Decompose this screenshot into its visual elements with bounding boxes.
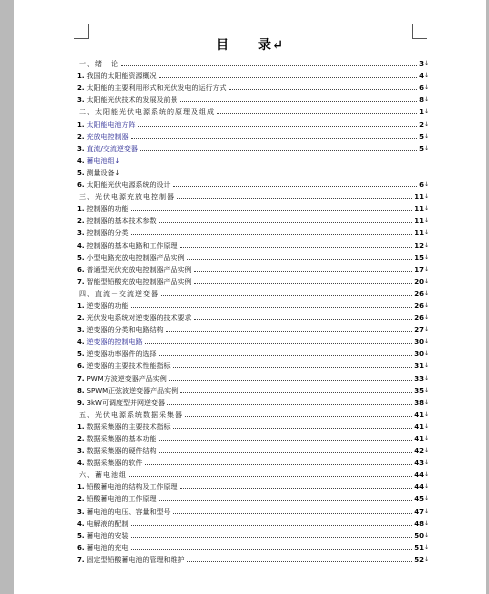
paragraph-mark: ↓ <box>423 72 429 80</box>
toc-entry[interactable] <box>77 286 429 298</box>
toc-entry-page: 6 <box>419 84 424 93</box>
toc-entry-page: 52 <box>414 555 424 564</box>
toc-entry-title: 我国的太阳能资源概况 <box>86 72 157 81</box>
toc-entry-title: 铅酸蓄电池的结构及工作原理 <box>86 483 178 492</box>
toc-entry[interactable] <box>77 443 429 455</box>
toc-entry-title: 蓄电池组↓ <box>86 156 121 165</box>
toc-entry-page: 5 <box>419 132 424 141</box>
toc-entry-page: 20 <box>414 277 424 286</box>
paragraph-mark: ↓ <box>423 253 429 261</box>
toc-entry-number: 5. <box>77 253 85 262</box>
toc-leader-dots <box>173 367 413 368</box>
toc-entry-page: 41 <box>414 435 424 443</box>
toc-title: 目 录↵ <box>216 38 284 53</box>
toc-entry-number: 3. <box>77 447 85 456</box>
paragraph-mark: ↓ <box>423 435 429 442</box>
toc-entry-title: 太阳能光伏技术的发展及前景 <box>86 96 178 105</box>
toc-entry-number: 4. <box>77 338 85 347</box>
toc-entry[interactable] <box>77 153 429 165</box>
paragraph-mark: ↓ <box>423 277 429 285</box>
toc-entry-page: 11 <box>414 229 424 238</box>
toc-leader-dots <box>159 440 413 441</box>
toc-entry-title: 四、直流－交流逆变器 <box>79 289 159 298</box>
paragraph-mark: ↓ <box>423 144 429 152</box>
toc-leader-dots <box>161 295 412 296</box>
toc-entry-number: 4. <box>77 519 85 528</box>
toc-entry-title: 太阳能电池方阵 <box>86 120 136 129</box>
toc-entry-title: 固定型铅酸蓄电池的管理和维护 <box>86 555 185 564</box>
toc-entry[interactable] <box>77 358 429 370</box>
paragraph-mark: ↓ <box>423 410 429 418</box>
toc-entry-page: 44 <box>414 471 424 480</box>
toc-entry-title: 二、太阳能光伏电源系统的原理及组成 <box>79 108 215 117</box>
toc-entry-title: 铅酸蓄电池的工作原理 <box>86 495 157 504</box>
toc-entry-page: 4 <box>419 72 424 81</box>
toc-entry[interactable] <box>77 92 429 104</box>
toc-entry[interactable] <box>77 177 429 189</box>
paragraph-mark: ↓ <box>423 217 429 225</box>
toc-entry[interactable] <box>77 298 429 310</box>
paragraph-mark: ↓ <box>423 96 429 104</box>
paragraph-mark: ↓ <box>423 362 429 370</box>
toc-entry-title: 数据采集器的软件 <box>86 459 143 468</box>
toc-entry-page: 51 <box>414 543 424 552</box>
toc-entry-number: 1. <box>77 483 85 492</box>
toc-entry-number: 4. <box>77 156 85 165</box>
toc-leader-dots <box>138 126 418 127</box>
toc-entry-page: 17 <box>414 265 424 274</box>
toc-entry-number: 1. <box>77 120 85 129</box>
paragraph-mark: ↓ <box>423 495 429 503</box>
paragraph-mark: ↓ <box>423 422 429 430</box>
toc-entry-number: 7. <box>77 277 85 286</box>
toc-entry-page: 47 <box>414 507 424 516</box>
toc-entry[interactable] <box>77 491 429 503</box>
toc-entry-title: 智能型铅酸充放电控制器产品实例 <box>86 277 192 286</box>
toc-leader-dots <box>217 113 417 114</box>
toc-entry[interactable] <box>77 346 429 358</box>
toc-entry-number: 5. <box>77 531 85 540</box>
toc-entry[interactable] <box>77 455 429 467</box>
toc-entry[interactable] <box>77 262 429 274</box>
toc-entry[interactable] <box>77 467 429 479</box>
toc-entry-number: 7. <box>77 374 85 383</box>
toc-entry-number: 6. <box>77 181 85 190</box>
toc-entry-title: 六、蓄电池组 <box>79 471 127 480</box>
toc-entry-title: 太阳能的主要利用形式和光伏发电的运行方式 <box>86 84 227 93</box>
toc-entry-page: 3 <box>419 60 424 69</box>
toc-entry-title: 逆变器的控制电路 <box>86 338 143 347</box>
toc-leader-dots <box>194 319 413 320</box>
paragraph-mark: ↓ <box>423 205 429 213</box>
toc-entry[interactable] <box>77 274 429 286</box>
paragraph-mark: ↓ <box>423 459 429 467</box>
toc-entry[interactable] <box>77 407 429 419</box>
toc-leader-dots <box>145 464 413 465</box>
paragraph-mark: ↓ <box>423 543 429 551</box>
table-of-contents <box>77 56 429 564</box>
toc-entry-number: 1. <box>77 301 85 310</box>
toc-entry-page: 30 <box>414 338 424 347</box>
paragraph-mark: ↓ <box>423 447 429 455</box>
toc-entry-title: 数据采集器的硬件结构 <box>86 447 157 456</box>
toc-entry-page: 11 <box>414 217 424 226</box>
toc-entry-number: 5. <box>77 168 85 177</box>
toc-leader-dots <box>159 500 413 501</box>
toc-leader-dots <box>131 138 418 139</box>
toc-leader-dots <box>180 101 418 102</box>
toc-entry-title: 蓄电池的充电 <box>86 543 129 552</box>
paragraph-mark: ↓ <box>423 471 429 479</box>
paragraph-mark: ↓ <box>423 386 429 394</box>
toc-entry[interactable] <box>77 116 429 128</box>
toc-entry-page: 26 <box>414 289 424 298</box>
toc-leader-dots <box>173 428 413 429</box>
toc-leader-dots <box>187 259 413 260</box>
toc-entry-title: 控制器的基本电路和工作原理 <box>86 241 178 250</box>
paragraph-mark: ↓ <box>423 326 429 334</box>
toc-entry[interactable] <box>77 310 429 322</box>
toc-entry[interactable] <box>77 479 429 491</box>
toc-entry-title: 一、绪 论 <box>79 60 119 69</box>
toc-leader-dots <box>131 525 413 526</box>
toc-entry-number: 3. <box>77 507 85 516</box>
paragraph-mark: ↓ <box>423 374 429 382</box>
toc-leader-dots <box>173 186 418 187</box>
toc-entry-title: 控制器的基本技术参数 <box>86 217 157 226</box>
toc-entry-page: 38 <box>414 398 424 407</box>
toc-entry[interactable] <box>77 540 429 552</box>
toc-entry-number: 7. <box>77 555 85 564</box>
toc-entry[interactable] <box>77 104 429 116</box>
toc-entry-title: 蓄电池的安装 <box>86 531 129 540</box>
toc-entry-title: 五、光伏电源系统数据采集器 <box>79 410 183 419</box>
toc-entry-page: 15 <box>414 253 424 262</box>
paragraph-mark: ↓ <box>423 350 429 358</box>
toc-entry-title: 逆变器的主要技术性能指标 <box>86 362 171 371</box>
toc-entry-title: 电解液的配制 <box>86 519 129 528</box>
toc-entry-page: 12 <box>414 241 424 250</box>
toc-entry[interactable] <box>77 189 429 201</box>
toc-entry[interactable] <box>77 141 429 153</box>
paragraph-mark: ↓ <box>423 483 429 491</box>
toc-entry-number: 2. <box>77 435 85 443</box>
toc-entry-title: 光伏发电系统对逆变器的技术要求 <box>86 314 192 323</box>
paragraph-mark: ↓ <box>423 398 429 406</box>
toc-leader-dots <box>131 210 413 211</box>
toc-entry[interactable] <box>77 250 429 262</box>
toc-entry[interactable] <box>77 129 429 141</box>
toc-entry-page: 6 <box>419 181 424 190</box>
toc-entry-number: 3. <box>77 326 85 335</box>
toc-leader-dots <box>187 561 413 562</box>
paragraph-mark: ↓ <box>423 193 429 201</box>
toc-entry-title: PWM方波逆变器产品实例 <box>86 374 167 383</box>
toc-entry-title: SPWM正弦波逆变器产品实例 <box>86 386 179 395</box>
toc-leader-dots <box>145 343 413 344</box>
paragraph-mark: ↓ <box>423 132 429 140</box>
toc-entry[interactable] <box>77 225 429 237</box>
toc-entry-page: 1 <box>419 108 424 117</box>
toc-entry[interactable] <box>77 80 429 92</box>
paragraph-mark: ↓ <box>423 181 429 189</box>
paragraph-mark: ↓ <box>423 120 429 128</box>
toc-entry[interactable] <box>77 213 429 225</box>
toc-leader-dots <box>167 404 412 405</box>
toc-entry-number: 8. <box>77 386 85 395</box>
toc-entry-title: 数据采集器的主要技术指标 <box>86 422 171 431</box>
toc-entry-title: 3kW可调度型并网逆变器 <box>86 398 165 407</box>
toc-entry-title: 控制器的分类 <box>86 229 129 238</box>
toc-entry-page: 50 <box>414 531 424 540</box>
toc-leader-dots <box>169 380 413 381</box>
toc-leader-dots <box>173 513 413 514</box>
toc-entry-number: 3. <box>77 96 85 105</box>
toc-entry-page: 42 <box>414 447 424 456</box>
toc-leader-dots <box>180 488 413 489</box>
toc-entry-title: 数据采集器的基本功能 <box>86 435 157 443</box>
toc-leader-dots <box>229 89 418 90</box>
toc-leader-dots <box>131 537 413 538</box>
toc-entry-page: 48 <box>414 519 424 528</box>
paragraph-mark: ↓ <box>423 555 429 563</box>
toc-leader-dots <box>131 549 413 550</box>
toc-entry-page: 44 <box>414 483 424 492</box>
toc-entry-number: 4. <box>77 241 85 250</box>
toc-entry-page: 8 <box>419 96 424 105</box>
toc-leader-dots <box>131 234 413 235</box>
toc-entry-number: 6. <box>77 543 85 552</box>
toc-entry-title: 控制器的功能 <box>86 205 129 214</box>
toc-entry-number: 4. <box>77 459 85 468</box>
toc-entry-page: 35 <box>414 386 424 395</box>
toc-entry[interactable] <box>77 68 429 80</box>
toc-entry[interactable] <box>77 503 429 515</box>
document-page <box>14 0 486 594</box>
toc-entry[interactable] <box>77 431 429 443</box>
toc-leader-dots <box>194 271 413 272</box>
toc-entry[interactable] <box>77 528 429 540</box>
toc-entry-number: 5. <box>77 350 85 359</box>
toc-entry-title: 逆变器的功能 <box>86 301 129 310</box>
toc-entry-title: 小型电路充放电控制器产品实例 <box>86 253 185 262</box>
toc-leader-dots <box>185 416 412 417</box>
toc-entry-number: 2. <box>77 84 85 93</box>
toc-entry[interactable] <box>77 322 429 334</box>
toc-entry-title: 普通型光伏充放电控制器产品实例 <box>86 265 192 274</box>
paragraph-mark: ↓ <box>423 108 429 116</box>
toc-entry-page: 26 <box>414 314 424 323</box>
paragraph-mark: ↓ <box>423 265 429 273</box>
toc-entry-number: 3. <box>77 229 85 238</box>
toc-entry[interactable] <box>77 56 429 68</box>
toc-leader-dots <box>159 77 418 78</box>
toc-entry-number: 3. <box>77 144 85 153</box>
toc-entry-page: 33 <box>414 374 424 383</box>
paragraph-mark: ↓ <box>423 60 429 68</box>
paragraph-mark: ↓ <box>423 507 429 515</box>
toc-entry[interactable] <box>77 334 429 346</box>
toc-entry[interactable] <box>77 552 429 564</box>
paragraph-mark: ↓ <box>423 314 429 322</box>
paragraph-mark: ↓ <box>423 229 429 237</box>
toc-entry-title: 蓄电池的电压、容量和型号 <box>86 507 171 516</box>
paragraph-mark: ↓ <box>423 338 429 346</box>
toc-entry-number: 2. <box>77 132 85 141</box>
toc-entry-title: 充放电控制器 <box>86 132 129 141</box>
toc-entry-title: 逆变器功率器件的选择 <box>86 350 157 359</box>
paragraph-mark: ↓ <box>423 241 429 249</box>
toc-entry-page: 41 <box>414 422 424 431</box>
toc-leader-dots <box>180 247 413 248</box>
toc-entry-title: 逆变器的分类和电路结构 <box>86 326 164 335</box>
toc-entry-page: 31 <box>414 362 424 371</box>
toc-entry-number: 2. <box>77 495 85 504</box>
toc-entry-page: 41 <box>414 410 424 419</box>
toc-entry-page: 11 <box>414 193 424 202</box>
toc-entry[interactable] <box>77 516 429 528</box>
toc-leader-dots <box>121 65 417 66</box>
toc-entry-title: 直流/交流逆变器 <box>86 144 138 153</box>
toc-entry-page: 30 <box>414 350 424 359</box>
toc-entry[interactable] <box>77 370 429 382</box>
toc-entry-number: 6. <box>77 362 85 371</box>
toc-entry-number: 1. <box>77 72 85 81</box>
toc-leader-dots <box>129 476 412 477</box>
toc-entry-title: 三、光伏电源充放电控制器 <box>79 193 175 202</box>
toc-entry-number: 2. <box>77 314 85 323</box>
paragraph-mark: ↓ <box>423 301 429 309</box>
toc-entry[interactable] <box>77 201 429 213</box>
toc-leader-dots <box>166 331 413 332</box>
toc-entry[interactable] <box>77 237 429 249</box>
paragraph-mark: ↓ <box>423 84 429 92</box>
toc-entry-page: 5 <box>419 144 424 153</box>
toc-entry-number: 9. <box>77 398 85 407</box>
toc-entry-number: 1. <box>77 205 85 214</box>
toc-entry[interactable] <box>77 419 429 431</box>
toc-leader-dots <box>159 355 413 356</box>
toc-leader-dots <box>131 307 413 308</box>
toc-leader-dots <box>159 222 413 223</box>
toc-entry-page: 2 <box>419 120 424 129</box>
paragraph-mark: ↓ <box>423 519 429 527</box>
toc-entry-page: 26 <box>414 301 424 310</box>
toc-entry-page: 43 <box>414 459 424 468</box>
toc-leader-dots <box>194 283 413 284</box>
toc-leader-dots <box>180 392 412 393</box>
toc-entry-page: 45 <box>414 495 424 504</box>
toc-leader-dots <box>159 452 413 453</box>
toc-entry[interactable] <box>77 165 429 177</box>
toc-entry-number: 1. <box>77 422 85 431</box>
toc-leader-dots <box>140 150 417 151</box>
toc-entry[interactable] <box>77 395 429 407</box>
toc-entry-title: 太阳能光伏电源系统的设计 <box>86 181 171 190</box>
paragraph-mark: ↓ <box>423 531 429 539</box>
toc-entry-page: 27 <box>414 326 424 335</box>
toc-entry-number: 2. <box>77 217 85 226</box>
toc-entry-page: 11 <box>414 205 424 214</box>
toc-entry-number: 6. <box>77 265 85 274</box>
paragraph-mark: ↓ <box>423 289 429 297</box>
toc-entry-title: 测量设备↓ <box>86 168 121 177</box>
toc-leader-dots <box>177 198 412 199</box>
toc-entry[interactable] <box>77 383 429 395</box>
